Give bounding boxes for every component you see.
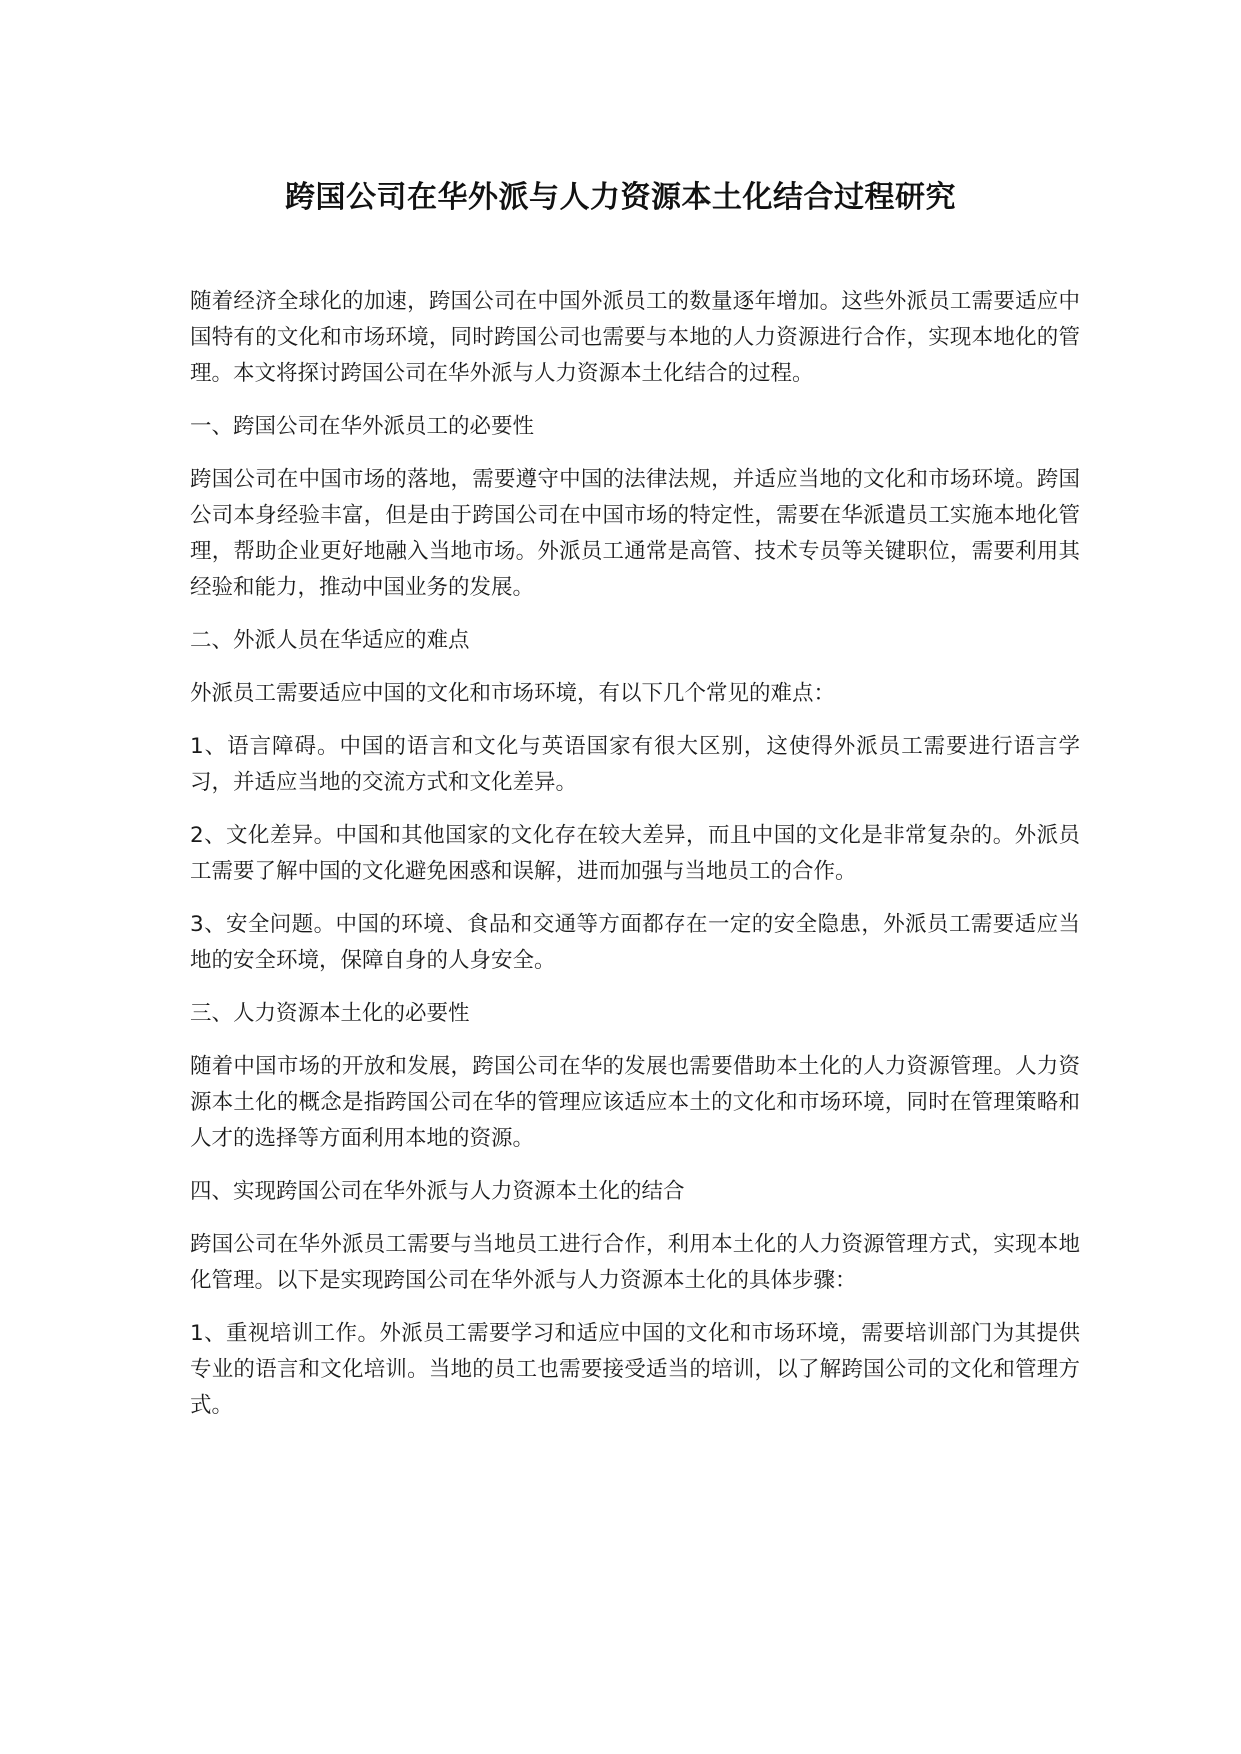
section-heading-3: 三、人力资源本土化的必要性 bbox=[190, 1001, 470, 1026]
document-title: 跨国公司在华外派与人力资源本土化结合过程研究 bbox=[285, 180, 956, 215]
section-4-intro-paragraph: 跨国公司在华外派员工需要与当地员工进行合作，利用本土化的人力资源管理方式，实现本地化管理。以下是实现跨国公司在华外派与人力资源本土化的具体步骤： bbox=[190, 1232, 1080, 1293]
section-heading-1: 一、跨国公司在华外派员工的必要性 bbox=[190, 414, 535, 439]
intro-paragraph: 随着经济全球化的加速，跨国公司在中国外派员工的数量逐年增加。这些外派员工需要适应中国特有的文化和市场环境，同时跨国公司也需要与本地的人力资源进行合作，实现本地化的管理。本文将探讨跨国公司在华外派与人力资源本土化结合的过程。 bbox=[190, 289, 1080, 386]
section-heading-2: 二、外派人员在华适应的难点 bbox=[190, 628, 470, 653]
difficulty-item-2: 2、文化差异。中国和其他国家的文化存在较大差异，而且中国的文化是非常复杂的。外派员工需要了解中国的文化避免困惑和误解，进而加强与当地员工的合作。 bbox=[190, 823, 1080, 884]
section-2-intro-paragraph: 外派员工需要适应中国的文化和市场环境，有以下几个常见的难点： bbox=[190, 681, 836, 706]
difficulty-item-3: 3、安全问题。中国的环境、食品和交通等方面都存在一定的安全隐患，外派员工需要适应当地的安全环境，保障自身的人身安全。 bbox=[190, 912, 1080, 973]
difficulty-item-1: 1、语言障碍。中国的语言和文化与英语国家有很大区别，这使得外派员工需要进行语言学习，并适应当地的交流方式和文化差异。 bbox=[190, 734, 1080, 795]
section-1-paragraph: 跨国公司在中国市场的落地，需要遵守中国的法律法规，并适应当地的文化和市场环境。跨国公司本身经验丰富，但是由于跨国公司在中国市场的特定性，需要在华派遣员工实施本地化管理，帮助企业更好地融入当地市场。外派员工通常是高管、技术专员等关键职位，需要利用其经验和能力，推动中国业务的发展。 bbox=[190, 467, 1080, 600]
section-3-paragraph: 随着中国市场的开放和发展，跨国公司在华的发展也需要借助本土化的人力资源管理。人力资源本土化的概念是指跨国公司在华的管理应该适应本土的文化和市场环境，同时在管理策略和人才的选择等方面利用本地的资源。 bbox=[190, 1054, 1080, 1151]
section-heading-4: 四、实现跨国公司在华外派与人力资源本土化的结合 bbox=[190, 1179, 685, 1204]
document-body bbox=[190, 284, 1080, 1441]
step-item-1: 1、重视培训工作。外派员工需要学习和适应中国的文化和市场环境，需要培训部门为其提供专业的语言和文化培训。当地的员工也需要接受适当的培训，以了解跨国公司的文化和管理方式。 bbox=[190, 1321, 1080, 1418]
